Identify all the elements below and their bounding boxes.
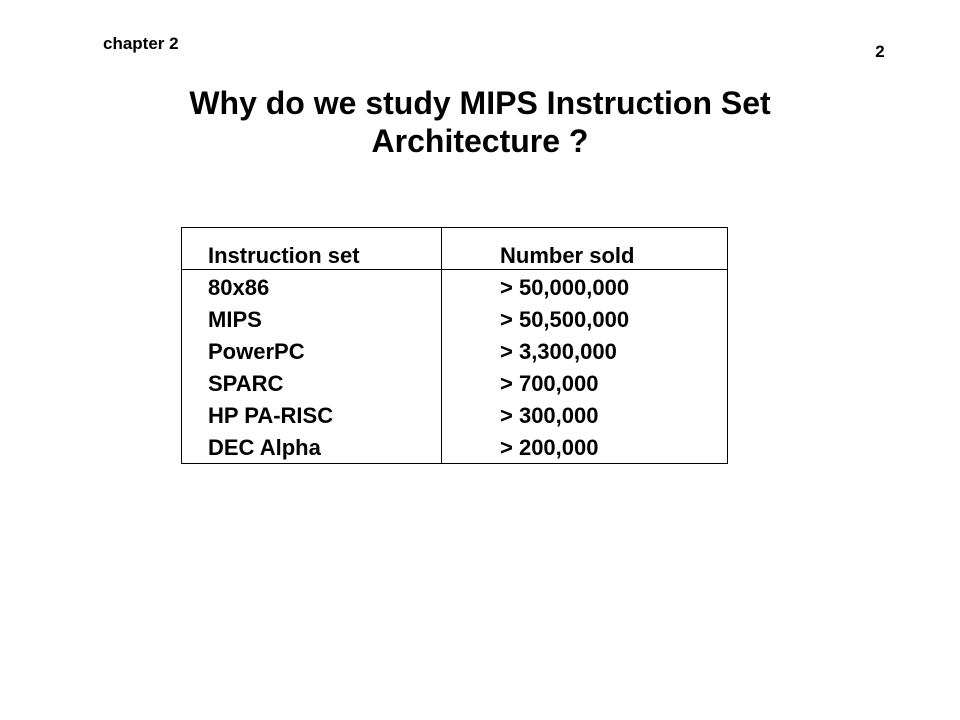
instruction-set-cell: DEC Alpha (208, 435, 321, 460)
table-border-top (181, 227, 728, 228)
table-row (208, 336, 708, 368)
instruction-set-cell: HP PA-RISC (208, 403, 334, 428)
table-border-right (727, 227, 728, 464)
slide-title-line-2: Architecture ? (371, 123, 589, 159)
instruction-set-cell: SPARC (208, 371, 284, 396)
table-row (208, 272, 708, 304)
table-row (208, 400, 708, 432)
slide-title-line-1: Why do we study MIPS Instruction Set (189, 85, 771, 121)
table-rows (208, 240, 708, 464)
number-sold-cell: > 3,300,000 (500, 339, 617, 364)
column-header-instruction-set: Instruction set (208, 243, 360, 268)
number-sold-cell: > 300,000 (500, 403, 599, 428)
number-sold-cell: > 200,000 (500, 435, 599, 460)
number-sold-cell: > 50,500,000 (500, 307, 630, 332)
number-sold-cell: > 50,000,000 (500, 275, 630, 300)
table-row (208, 432, 708, 464)
instruction-set-cell: MIPS (208, 307, 262, 332)
slide-title (0, 84, 960, 160)
table-border-left (181, 227, 182, 464)
table-header-row (208, 240, 708, 272)
chapter-label: chapter 2 (103, 34, 179, 53)
page-number: 2 (875, 42, 885, 61)
column-header-number-sold: Number sold (500, 243, 635, 268)
table-row (208, 304, 708, 336)
number-sold-cell: > 700,000 (500, 371, 599, 396)
table-row (208, 368, 708, 400)
instruction-set-cell: 80x86 (208, 275, 270, 300)
instruction-set-table (181, 227, 727, 464)
instruction-set-cell: PowerPC (208, 339, 305, 364)
